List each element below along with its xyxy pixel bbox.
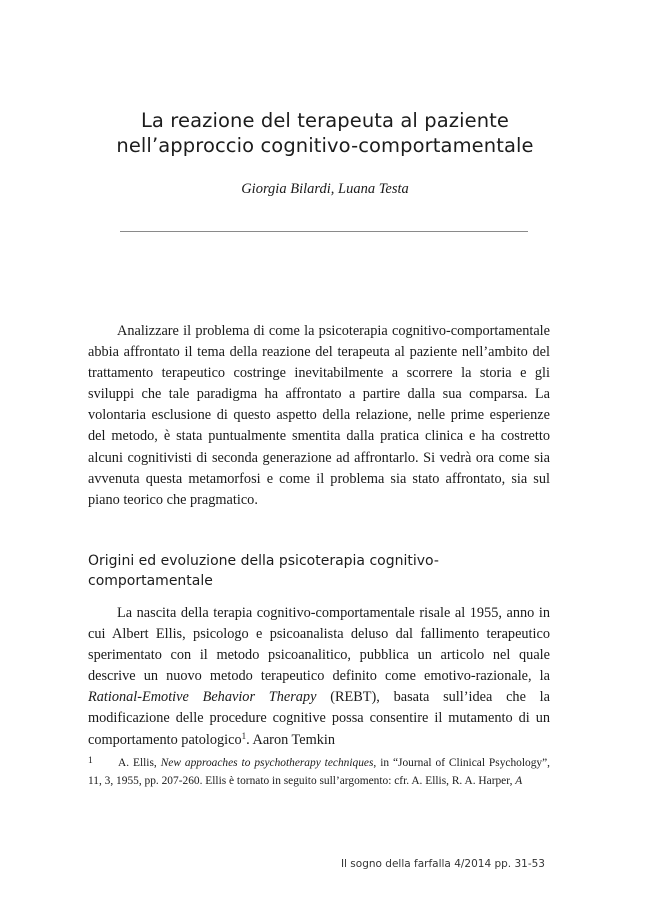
title-line-1: La reazione del terapeuta al paziente <box>140 109 510 132</box>
footnote: 1 A. Ellis, New approaches to psychotherapy techniques, in “Journal of Clinical Psychology”, 11, 3, 1955, pp. 207-260. Ellis è tornato in seguito sull’argomento: cfr. A. Ellis, R. A. Harper, A <box>88 756 550 787</box>
running-footer: Il sogno della farfalla 4/2014 pp. 31-53 <box>340 858 545 870</box>
body-paragraph <box>88 603 550 751</box>
footnote-text-2: , in “Journal of Clinical Psychology”, 11, 3, 1955, pp. 207-260. Ellis è tornato in seguito sull’argomento: cfr. A. Ellis, R. A. Harper, <box>88 757 550 787</box>
footnote-text-1: A. Ellis, <box>118 757 161 769</box>
body-text-italic: Rational-Emotive Behavior Therapy <box>88 689 317 706</box>
authors: Giorgia Bilardi, Luana Testa <box>241 181 409 197</box>
footnote-italic-2: A <box>515 775 523 787</box>
section-heading: Origini ed evoluzione della psicoterapia cognitivo-comportamentale <box>88 553 439 589</box>
abstract-text: Analizzare il problema di come la psicoterapia cognitivo-comportamentale abbia affrontato il tema della reazione del terapeuta al paziente nell’ambito del trattamento terapeutico costringe inevitabilmente a scorrere la storia e gli sviluppi che tale paradigma ha affrontato a partire dalla sua comparsa. La volontaria esclusione di questo aspetto della relazione, nelle prime esperienze del metodo, è stata puntualmente smentita dalla pratica clinica e ha costretto alcuni cognitivisti di seconda generazione ad affrontarlo. Si vedrà ora come sia avvenuta questa metamorfosi e come il problema sia stato affrontato, sia sul piano teorico che pragmatico. <box>88 323 550 508</box>
body-text-part2: (REBT), basata sull’idea che la modificazione delle procedure cognitive possa consentire il mutamento di un comportamento patologico <box>88 689 550 748</box>
abstract-paragraph <box>88 321 550 511</box>
footnote-reference[interactable]: 1 <box>241 730 247 741</box>
body-text-part1: La nascita della terapia cognitivo-comportamentale risale al 1955, anno in cui Albert Ellis, psicologo e psicoanalista deluso dal fallimento terapeutico sperimentato con il metodo psicoanalitico, pubblica un articolo nel quale descrive un nuovo metodo terapeutico definito come emotivo-razionale, la <box>88 605 550 685</box>
body-text-part3: . Aaron Temkin <box>246 731 336 748</box>
article-title <box>60 108 590 158</box>
footnote-italic-1: New approaches to psychotherapy techniques <box>160 757 374 769</box>
title-divider <box>120 231 528 232</box>
body-text <box>88 603 550 751</box>
title-line-2: nell’approccio cognitivo-comportamentale <box>116 134 534 157</box>
